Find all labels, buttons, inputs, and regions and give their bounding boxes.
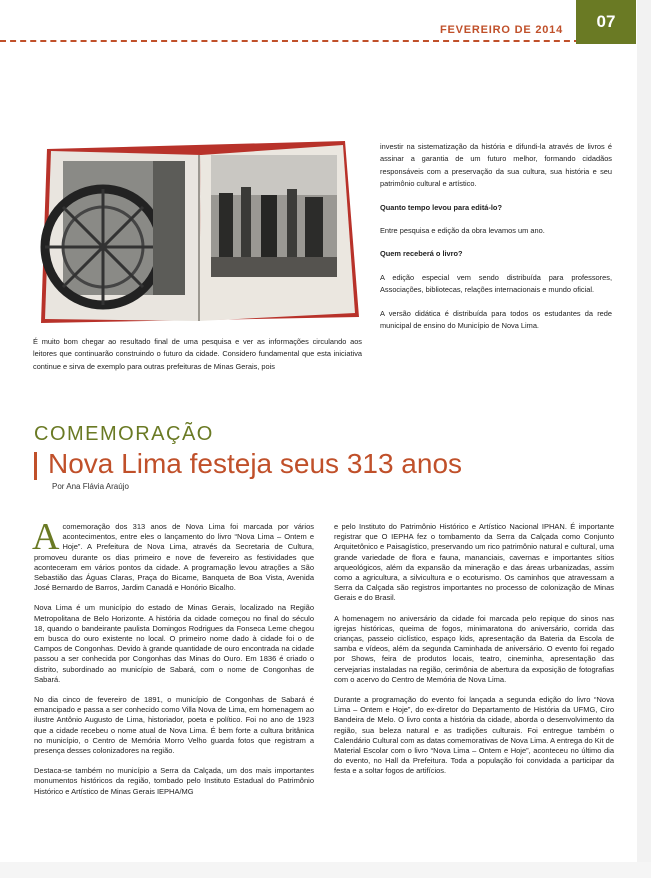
article-paragraph: Durante a programação do evento foi lançada a segunda edição do livro “Nova Lima – Ontem e Hoje”, do ex-diretor do Departamento de História da UFMG, Ciro Bandeira de Melo. O livro conta a história da cidade, aborda o desenvolvimento da região, sua beleza natural e as tradições culturais. Foi entregue também o Calendário Cultural com as datas comemorativas de Nova Lima. A entrega do Kit de Material Escolar com o livro “Nova Lima – Ontem e Hoje”, aconteceu no último dia do evento, no Hall da Prefeitura. Toda a população foi convidada a participar da festa e a soltar fogos de artifícios. [334,695,614,776]
header-date: FEVEREIRO DE 2014 [439,24,563,36]
interview-question: Quanto tempo levou para editá-lo? [380,202,502,212]
article-paragraph: Destaca-se também no município a Serra da Calçada, um dos mais importantes monumentos históricos da região, tombado pelo Instituto Estadual do Patrimônio Histórico e Artístico de Minas Gerais IEPHA/MG [34,766,314,796]
interview-answer: Entre pesquisa e edição da obra levamos um ano. [380,226,545,236]
interview-paragraph: investir na sistematização da história e difundi-la através de livros é assinar a garantia de um futuro melhor, formando cidadãos responsáveis com a preservação da sua cultura, sua história e seu patrimônio cultural e artístico. [380,142,612,189]
article-paragraph-text: comemoração dos 313 anos de Nova Lima foi marcada por vários acontecimentos, entre eles o lançamento do livro “Nova Lima – Ontem e Hoje”. A Prefeitura de Nova Lima, através da Secretaria de Cultura, promoveu durante os dias primeiro e nove de fevereiro as festividades que aconteceram em vários pontos da cidade. A programação levou atrações a São Sebastião das Águas Claras, Praça do Bicame, Banqueta de Boa Vista, Avenida José Bernardo de Barros, Jardim Canadá e Honório Bicalho. [34,522,314,593]
article-column-right [334,522,614,787]
section-label: COMEMORAÇÃO [34,423,214,445]
page-number: 07 [576,0,636,44]
article-paragraph: Nova Lima é um município do estado de Minas Gerais, localizado na Região Metropolitana de Belo Horizonte. A história da cidade começou no final do século 18, quando o bandeirante paulista Domingos Rodrigues da Fonseca Leme chegou em busca do ouro existente no local. O primeiro nome dado à cidade foi o de Campos de Congonhas. Devido à grande quantidade de ouro encontrada na cidade passou a ser conhecida por Congonhas das Minas do Ouro. Em 1836 é criado o distrito, subordinado ao município de Sabará, com o nome de Congonhas de Sabará. [34,603,314,684]
article-paragraph: A homenagem no aniversário da cidade foi marcada pelo repique do sinos nas igrejas históricas, queima de fogos, minimaratona do aniversário, corrida das crianças, passeio ciclístico, espaço kids, apresentação da Bateria da Escola de samba e vídeos, além da segunda Caminhada de aniversário. O evento foi regado por Shows, feira de produtos locais, teatro, cineminha, apresentação das cervejarias instaladas na região, cerimônia de abertura da exposição de fotografias com o acervo do Centro de Memória de Nova Lima. [334,613,614,684]
header-divider [0,40,580,42]
open-book-photo-icon [33,137,362,330]
interview-column [380,141,612,343]
interview-answer: A versão didática é distribuída para todos os estudantes da rede municipal de ensino do Município de Nova Lima. [380,308,612,331]
article-column-left [32,516,314,807]
page-edge-shade [637,0,651,878]
interview-answer: A edição especial vem sendo distribuída para professores, Associações, bibliotecas, relações internacionais e mundo oficial. [380,272,612,295]
article-byline: Por Ana Flávia Araújo [52,482,129,491]
title-accent-bar [34,452,37,480]
article-title: Nova Lima festeja seus 313 anos [48,448,463,479]
drop-cap: A [32,516,60,558]
page-bottom-shade [0,862,651,878]
interview-question: Quem receberá o livro? [380,249,463,259]
article-paragraph: e pelo Instituto do Patrimônio Histórico e Artístico Nacional IPHAN. É importante registrar que O IEPHA fez o tombamento da Serra da Calçada como Conjunto Arquitetônico e Paisagístico, preservando um rico patrimônio natural e cultural, uma grande variedade de flora e fauna, mananciais, cavernas e importantes sítios arqueológicos, além da expansão da mineração e das áreas urbanizadas, assim como a agricultura, a silvicultura e o ecoturismo. Os caminhos que atravessam a Serra da Calçada são registros importantes no processo de colonização de Minas Gerais e do Brasil. [334,522,614,603]
article-paragraph: No dia cinco de fevereiro de 1891, o município de Congonhas de Sabará é emancipado e passa a ser conhecido como Villa Nova de Lima, em homenagem ao ilustre Antônio Augusto de Lima, historiador, poeta e político. Foi no ano de 1923 que a cidade recebeu o nome atual de Nova Lima. É bem forte a cultura britânica no município, o Centro de Memória Morro Velho guarda fotos que registram a presença desses colonizadores na região. [34,695,314,756]
photo-caption-text: É muito bom chegar ao resultado final de uma pesquisa e ver as informações circulando aos leitores que continuarão construindo o futuro da cidade. Considero fundamental que esta iniciativa continue e sirva de exemplo para outras prefeituras de Minas Gerais, pois [33,337,362,371]
article-paragraph [32,516,314,593]
